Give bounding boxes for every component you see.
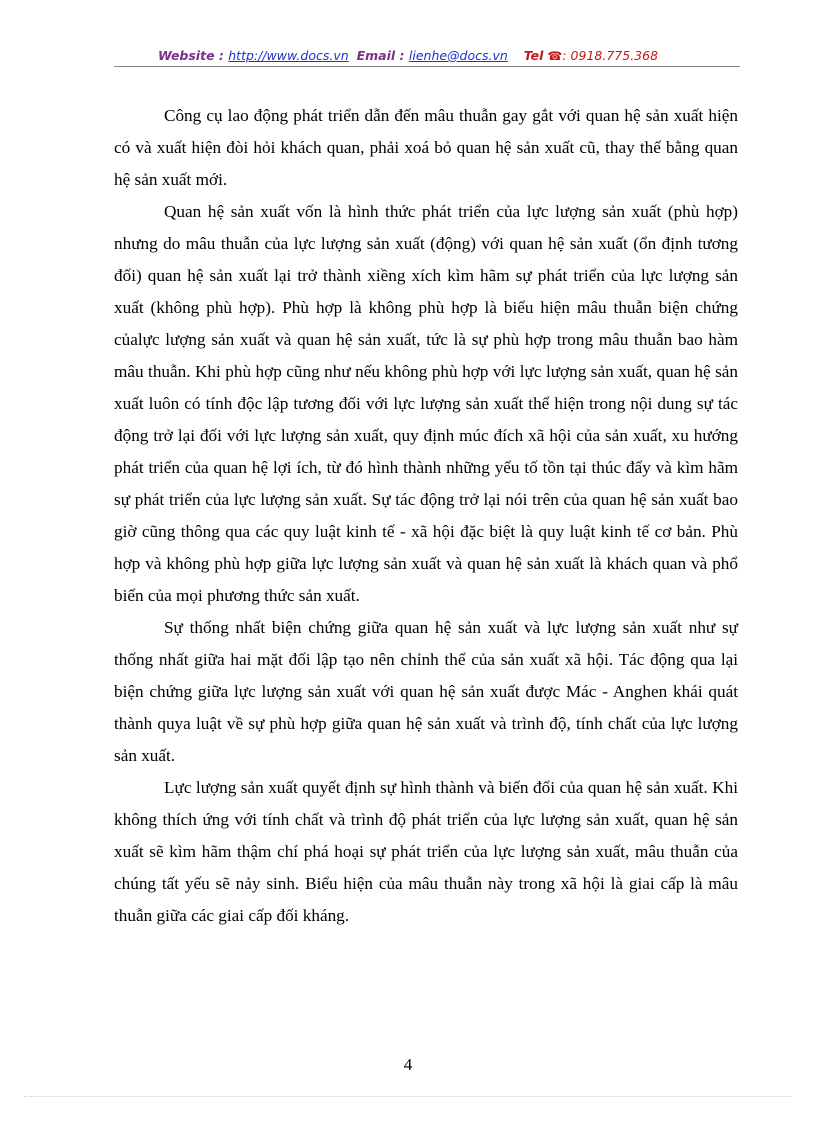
paragraph-2: Quan hệ sản xuất vốn là hình thức phát triển của lực lượng sản xuất (phù hợp) nhưng do mâu thuẫn của lực lượng sản xuất (động) với quan hệ sản xuất (ổn định tương đối) quan hệ sản xuất lại trở thành xiềng xích kìm hãm sự phát triển của lực lượng sản xuất (không phù hợp). Phù hợp là không phù hợp là biểu hiện mâu thuẫn biện chứng củalực lượng sản xuất và quan hệ sản xuất, tức là sự phù hợp trong mâu thuẫn bao hàm mâu thuẫn. Khi phù hợp cũng như nếu không phù hợp với lực lượng sản xuất, quan hệ sản xuất luôn có tính độc lập tương đối với lực lượng sản xuất thể hiện trong nội dung sự tác động trở lại đối với lực lượng sản xuất, quy định múc đích xã hội của sản xuất, xu hướng phát triển của quan hệ lợi ích, từ đó hình thành những yếu tố tồn tại thúc đẩy và kìm hãm sự phát triển của lực lượng sản xuất. Sự tác động trở lại nói trên của quan hệ sản xuất bao giờ cũng thông qua các quy luật kinh tế - xã hội đặc biệt là quy luật kinh tế cơ bản. Phù hợp và không phù hợp giữa lực lượng sản xuất và quan hệ sản xuất là khách quan và phổ biến của mọi phương thức sản xuất. [114,202,738,605]
page-header [0,47,816,65]
phone-icon: ☎ [547,49,563,63]
paragraph-3: Sự thống nhất biện chứng giữa quan hệ sản xuất và lực lượng sản xuất như sự thống nhất giữa hai mặt đối lập tạo nên chỉnh thể của sản xuất xã hội. Tác động qua lại biện chứng giữa lực lượng sản xuất với quan hệ sản xuất được Mác - Anghen khái quát thành quya luật về sự phù hợp giữa quan hệ sản xuất và trình độ, tính chất của lực lượng sản xuất. [114,618,738,765]
website-colon: : [214,48,229,63]
website-label: Website [157,48,215,63]
paragraph-1: Công cụ lao động phát triển dẫn đến mâu thuẫn gay gắt với quan hệ sản xuất hiện có và xuất hiện đòi hỏi khách quan, phải xoá bỏ quan hệ sản xuất cũ, thay thế bằng quan hệ sản xuất mới. [114,106,738,189]
header-divider [114,66,740,67]
tel-label: Tel [523,48,544,63]
email-link[interactable]: lienhe@docs.vn [408,48,508,63]
email-colon: : [395,48,409,63]
email-label: Email [356,48,396,63]
paragraph-4: Lực lượng sản xuất quyết định sự hình thành và biến đổi của quan hệ sản xuất. Khi không thích ứng với tính chất và trình độ phát triển của lực lượng sản xuất, quan hệ sản xuất sẽ kìm hãm thậm chí phá hoại sự phát triển của lực lượng sản xuất, mâu thuẫn của chúng tất yếu sẽ nảy sinh. Biểu hiện của mâu thuẫn này trong xã hội là giai cấp là mâu thuẫn giữa các giai cấp đối kháng. [114,778,738,925]
page-number: 4 [403,1055,413,1074]
website-link[interactable]: http://www.docs.vn [228,48,349,63]
document-body [114,100,738,932]
page-bottom-divider [24,1096,792,1097]
phone-number: : 0918.775.368 [562,48,659,63]
